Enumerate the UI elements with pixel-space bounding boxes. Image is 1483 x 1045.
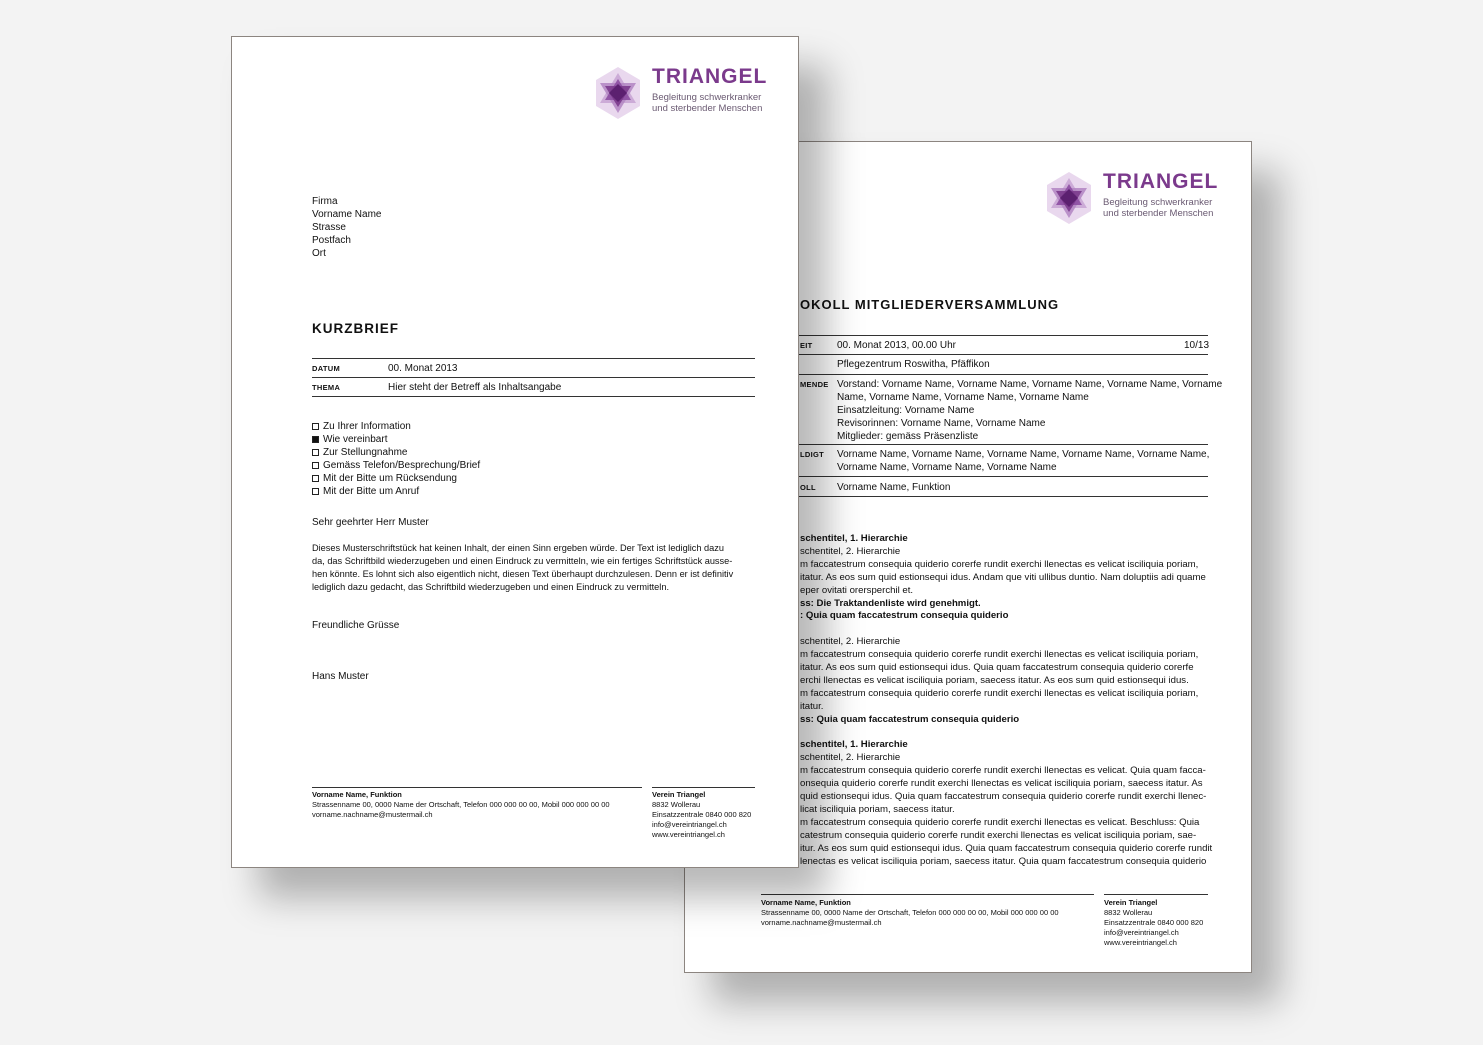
- datum-label: DATUM: [312, 364, 341, 373]
- protocol-line: schentitel, 2. Hierarchie: [800, 545, 901, 557]
- datum-value: 00. Monat 2013: [388, 363, 458, 374]
- page-number: 10/13: [1184, 340, 1210, 351]
- footer-divider: [652, 787, 755, 788]
- divider: [312, 377, 755, 378]
- row-value: Vorname Name, Vorname Name, Vorname Name, Vorname Name, Vorname Name, Vorname Name, Vorname Name, Vorname Name: [837, 449, 1210, 473]
- protocol-line: m faccatestrum consequia quiderio corerfe rundit exerchi llenectas es velicat isciliquia poriam,: [800, 687, 1199, 699]
- footer-person: Vorname Name, Funktion Strassenname 00, 0000 Name der Ortschaft, Telefon 000 000 00 00, Mobil 000 000 00 00 vorname.nachname@mustermail.ch: [312, 790, 610, 819]
- divider: [761, 354, 1208, 355]
- footer-email-link[interactable]: vorname.nachname@mustermail.ch: [761, 918, 882, 927]
- footer-divider: [1104, 894, 1208, 895]
- row-value: Vorname Name, Funktion: [837, 482, 951, 493]
- address-line: Ort: [312, 248, 326, 259]
- checkbox-item[interactable]: Zur Stellungnahme: [312, 446, 480, 459]
- brand-tagline: Begleitung schwerkranker und sterbender Menschen: [652, 92, 763, 114]
- org-email-link[interactable]: info@vereintriangel.ch: [652, 820, 727, 829]
- footer-divider: [761, 894, 1094, 895]
- footer-divider: [312, 787, 642, 788]
- body-line: Dieses Musterschriftstück hat keinen Inhalt, der einen Sinn ergeben würde. Der Text ist lediglich dazu: [312, 543, 724, 553]
- recipient-address: [312, 195, 381, 260]
- protocol-line: itur. As eos sum quid estionsequi idus. Quia quam faccatestrum consequia quiderio corerfe rundit: [800, 842, 1213, 854]
- letter-body: [312, 542, 733, 594]
- address-line: Vorname Name: [312, 209, 382, 220]
- row-label: OLL: [800, 483, 816, 492]
- brand-name: TRIANGEL: [1103, 170, 1219, 193]
- protocol-line: quid estionsequi idus. Quia quam faccatestrum consequia quiderio corerfe rundit exerchi llenec-: [800, 791, 1207, 803]
- org-email-link[interactable]: info@vereintriangel.ch: [1104, 928, 1179, 937]
- checkbox-icon[interactable]: [312, 449, 319, 456]
- footer-email-link[interactable]: vorname.nachname@mustermail.ch: [312, 810, 433, 819]
- body-line: da, das Schriftbild wiederzugeben und einen Eindruck zu vermitteln, wie ein fertiges Schriftstück ausse-: [312, 556, 733, 566]
- checkbox-icon[interactable]: [312, 475, 319, 482]
- body-line: lediglich dazu gedacht, das Schriftbild wiederzugeben und einen Eindruck zu vermitteln.: [312, 582, 669, 592]
- footer-person: Vorname Name, Funktion Strassenname 00, 0000 Name der Ortschaft, Telefon 000 000 00 00, Mobil 000 000 00 00 vorname.nachname@mustermail.ch: [761, 898, 1059, 927]
- checkbox-checked-icon[interactable]: [312, 436, 319, 443]
- protocol-title: OKOLL MITGLIEDERVERSAMMLUNG: [800, 297, 1060, 312]
- divider: [312, 358, 755, 359]
- address-line: Postfach: [312, 235, 351, 246]
- protocol-line: m faccatestrum consequia quiderio corerfe rundit exerchi llenectas es velicat. Quia quam facca-: [800, 765, 1206, 777]
- row-value: Vorstand: Vorname Name, Vorname Name, Vorname Name, Vorname Name, Vorname Name, Vorname Name, Vorname Name, Vorname Name Einsatzleitung: Vorname Name Revisorinnen: Vorname Name, Vorname Name Mitglieder: gemäss Präsenzliste: [837, 379, 1223, 442]
- protocol-line: schentitel, 1. Hierarchie: [800, 533, 908, 544]
- protocol-line: itatur. As eos sum quid estionsequi idus. Quia quam faccatestrum consequia quiderio corerfe: [800, 662, 1194, 674]
- protocol-body: [800, 533, 1212, 869]
- checkbox-icon[interactable]: [312, 423, 319, 430]
- divider: [312, 396, 755, 397]
- checkbox-icon[interactable]: [312, 488, 319, 495]
- org-website-link[interactable]: www.vereintriangel.ch: [652, 830, 725, 839]
- triangel-logo: [1041, 170, 1219, 226]
- letter-title: KURZBRIEF: [312, 321, 399, 336]
- letter-sheet: [231, 36, 799, 868]
- protocol-line: itatur.: [800, 700, 824, 712]
- row-value: 00. Monat 2013, 00.00 Uhr: [837, 340, 956, 351]
- checkbox-item[interactable]: Mit der Bitte um Anruf: [312, 485, 480, 498]
- protocol-line: schentitel, 1. Hierarchie: [800, 739, 908, 751]
- triangel-logo-icon: [590, 65, 646, 121]
- protocol-line: : Quia quam faccatestrum consequia quiderio: [800, 610, 1009, 622]
- divider: [761, 335, 1208, 336]
- address-line: Strasse: [312, 222, 346, 233]
- closing: Freundliche Grüsse: [312, 620, 400, 631]
- protocol-line: itatur. As eos sum quid estionsequi idus. Andam que viti ullibus duntio. Nam doluptiis adi quame: [800, 571, 1206, 583]
- protocol-line: m faccatestrum consequia quiderio corerfe rundit exerchi llenectas es velicat. Beschluss: Quia: [800, 816, 1200, 828]
- protocol-line: ss: Die Traktandenliste wird genehmigt.: [800, 597, 981, 609]
- protocol-line: catestrum consequia quiderio corerfe rundit exerchi llenectas es velicat isciliquia poriam, sae-: [800, 829, 1197, 841]
- thema-label: THEMA: [312, 383, 341, 392]
- signature: Hans Muster: [312, 671, 369, 682]
- footer-org: Verein Triangel 8832 Wollerau Einsatzzentrale 0840 000 820 info@vereintriangel.ch www.vereintriangel.ch: [652, 790, 752, 839]
- footer-org: Verein Triangel 8832 Wollerau Einsatzzentrale 0840 000 820 info@vereintriangel.ch www.vereintriangel.ch: [1104, 898, 1204, 947]
- protocol-line: licat isciliquia poriam, saecess itatur.: [800, 804, 955, 815]
- protocol-line: lenectas es velicat isciliquia poriam, saecess itatur. Quia quam faccatestrum consequia quiderio: [800, 855, 1207, 867]
- checkbox-item[interactable]: Mit der Bitte um Rücksendung: [312, 472, 480, 485]
- row-value: Pflegezentrum Roswitha, Pfäffikon: [837, 359, 990, 370]
- triangel-logo-icon: [1041, 170, 1097, 226]
- protocol-line: [800, 727, 1212, 740]
- row-label: MENDE: [800, 380, 829, 389]
- divider: [761, 374, 1208, 375]
- checkbox-item[interactable]: Gemäss Telefon/Besprechung/Brief: [312, 459, 480, 472]
- protocol-line: eper ovitati orersperchil et.: [800, 584, 914, 596]
- protocol-line: erchi llenectas es velicat isciliquia poriam, saecess itatur. As eos sum quid estionsequi idus.: [800, 674, 1189, 686]
- checkbox-list: [312, 420, 480, 498]
- protocol-line: ss: Quia quam faccatestrum consequia quiderio: [800, 713, 1020, 725]
- protocol-line: m faccatestrum consequia quiderio corerfe rundit exerchi llenectas es velicat isciliquia poriam,: [800, 649, 1199, 661]
- brand-name: TRIANGEL: [652, 65, 768, 88]
- protocol-line: schentitel, 2. Hierarchie: [800, 752, 901, 764]
- protocol-line: m faccatestrum consequia quiderio corerfe rundit exerchi llenectas es velicat isciliquia poriam,: [800, 558, 1199, 570]
- divider: [761, 476, 1208, 477]
- checkbox-item[interactable]: Wie vereinbart: [312, 433, 480, 446]
- address-line: Firma: [312, 196, 338, 207]
- thema-value: Hier steht der Betreff als Inhaltsangabe: [388, 382, 562, 393]
- protocol-line: schentitel, 2. Hierarchie: [800, 636, 901, 648]
- checkbox-item[interactable]: Zu Ihrer Information: [312, 420, 480, 433]
- brand-tagline: Begleitung schwerkranker und sterbender Menschen: [1103, 197, 1214, 219]
- body-line: hen könnte. Es lohnt sich also eigentlich nicht, diesen Text überhaupt durchzulesen. Denn er ist definitiv: [312, 569, 734, 579]
- protocol-line: onsequia quiderio corerfe rundit exerchi llenectas es velicat isciliquia poriam, saecess itatur. As: [800, 778, 1203, 790]
- triangel-logo: [590, 65, 768, 121]
- checkbox-icon[interactable]: [312, 462, 319, 469]
- salutation: Sehr geehrter Herr Muster: [312, 517, 429, 528]
- row-label: EIT: [800, 341, 813, 350]
- divider: [761, 496, 1208, 497]
- divider: [761, 444, 1208, 445]
- row-label: LDIGT: [800, 450, 824, 459]
- org-website-link[interactable]: www.vereintriangel.ch: [1104, 938, 1177, 947]
- protocol-line: [800, 623, 1212, 636]
